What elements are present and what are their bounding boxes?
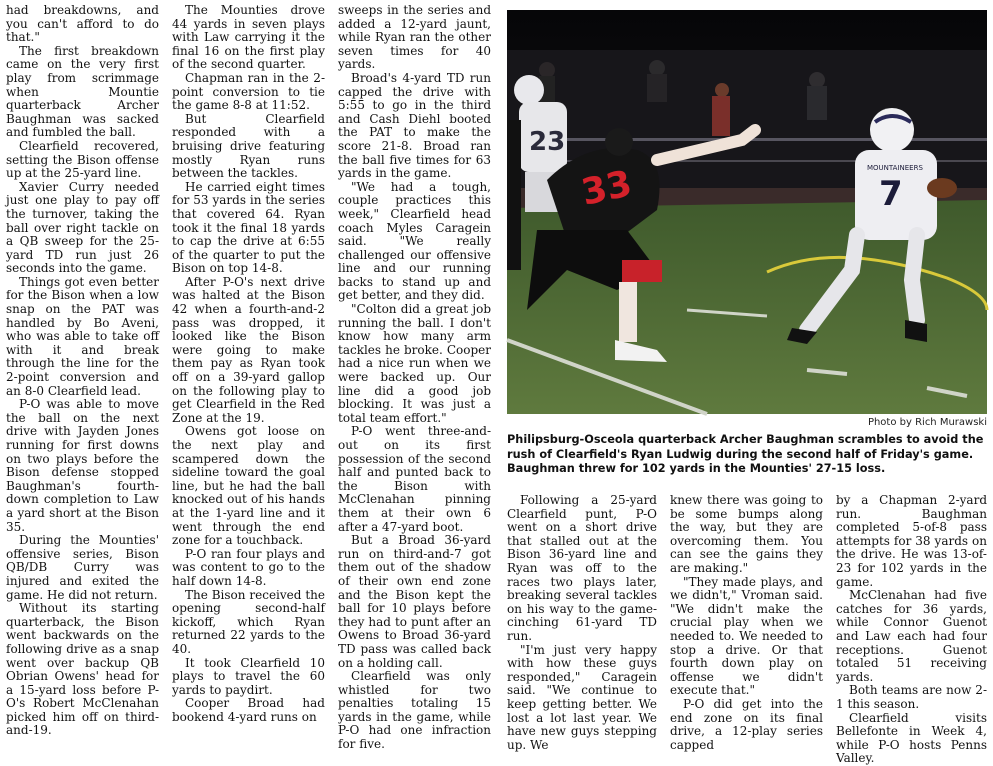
qb-jersey-number: 7: [879, 174, 903, 214]
background-jersey-number: 23: [529, 127, 566, 157]
article-paragraph: Broad's 4-yard TD run capped the drive with 5:55 to go in the third and Cash Diehl booted the PAT to make the score 21-8. Broad ran the ball five times for 63 yards in the game.: [338, 70, 491, 181]
article-paragraph: "Colton did a great job running the ball. I don't know how many arm tackles he broke. Cooper had a nice run when we were backed up. Our line did a good job blocking. It was just a total team effort.": [338, 302, 491, 425]
article-paragraph: Both teams are now 2-1 this season.: [836, 683, 987, 711]
article-paragraph: McClenahan had five catches for 36 yards, while Connor Guenot and Law each had four receptions. Guenot totaled 51 receiving yards.: [836, 588, 987, 684]
article-paragraph: The first breakdown came on the very first play from scrimmage when Mountie quarterback Archer Baughman was sacked and fumbled the ball.: [6, 43, 159, 140]
article-paragraph: sweeps in the series and added a 12-yard jaunt, while Ryan ran the other seven times for 40 yards.: [338, 3, 491, 72]
article-paragraph: Clearfield recovered, setting the Bison offense up at the 25-yard line.: [6, 138, 159, 181]
article-paragraph: had breakdowns, and you can't afford to do that.": [6, 3, 159, 45]
article-paragraph: P-O ran four plays and was content to go to the half down 14-8.: [172, 546, 325, 588]
article-paragraph: But Clearfield responded with a bruising drive featuring mostly Ryan runs between the tackles.: [172, 111, 325, 181]
article-paragraph: Owens got loose on the next play and scampered down the sideline toward the goal line, but he had the ball knocked out of his hands at the 1-yard line and it went through the end zone for a touchback.: [172, 424, 325, 548]
article-paragraph: P-O was able to move the ball on the next drive with Jayden Jones running for first downs on two plays before the Bison defense stopped Baughman's fourth-down completion to Law a yard short at the Bison 35.: [6, 397, 159, 534]
article-paragraph: Without its starting quarterback, the Bison went backwards on the following drive as a snap went over backup QB Obrian Owens' head for a 15-yard loss before P-O's Robert McClenahan picked him off on third-and-19.: [6, 601, 159, 738]
article-paragraph: The Mounties drove 44 yards in seven plays with Law carrying it the final 16 on the first play of the second quarter.: [172, 3, 325, 72]
article-column-4: [507, 493, 657, 752]
photo-credit: Photo by Rich Murawski: [867, 417, 987, 428]
article-column-5: [670, 493, 823, 752]
article-paragraph: "I'm just very happy with how these guys responded," Caragein said. "We continue to keep getting better. We lost a lot last year. We have new guys stepping up. We: [507, 642, 657, 752]
article-paragraph: He carried eight times for 53 yards in the series that covered 64. Ryan took it the final 18 yards to cap the drive at 6:55 of the quarter to put the Bison on top 14-8.: [172, 179, 325, 276]
article-paragraph: P-O went three-and-out on its first possession of the second half and punted back to the Bison with McClenahan pinning them at their own 6 after a 47-yard boot.: [338, 424, 491, 534]
article-paragraph: Chapman ran in the 2-point conversion to tie the game 8-8 at 11:52.: [172, 70, 325, 113]
article-paragraph: During the Mounties' offensive series, Bison QB/DB Curry was injured and exited the game. He did not return.: [6, 533, 159, 602]
article-paragraph: Following a 25-yard Clearfield punt, P-O went on a short drive that stalled out at the Bison 36-yard line and Ryan was off to the races two plays later, breaking several tackles on his way to the game-cinching 61-yard TD run.: [507, 493, 657, 643]
article-paragraph: It took Clearfield 10 plays to travel the 60 yards to paydirt.: [172, 655, 325, 697]
article-paragraph: knew there was going to be some bumps along the way, but they are overcoming them. You can see the gains they are making.": [670, 493, 823, 575]
qb-jersey-text: MOUNTAINEERS: [867, 164, 923, 172]
article-paragraph: "They made plays, and we didn't," Vroman said. "We didn't make the crucial play when we needed to. We needed to stop a drive. Or that fourth down play on offense we didn't execute that.": [670, 574, 823, 698]
article-paragraph: P-O did get into the end zone on its final drive, a 12-play series capped: [670, 696, 823, 752]
article-paragraph: After P-O's next drive was halted at the Bison 42 when a fourth-and-2 pass was dropped, it looked like the Bison were going to make them pay as Ryan took off on a 39-yard gallop on the following play to get Clearfield in the Red Zone at the 19.: [172, 274, 325, 425]
article-paragraph: Cooper Broad had bookend 4-yard runs on: [172, 696, 325, 724]
article-column-1: [6, 3, 159, 738]
defender-jersey-number: 33: [577, 163, 636, 214]
article-column-2: [172, 4, 325, 734]
photo-caption: Philipsburg-Osceola quarterback Archer Baughman scrambles to avoid the rush of Clearfield's Ryan Ludwig during the second half of Friday's game. Baughman threw for 102 yards in the Mounties' 27-15 loss.: [507, 433, 984, 475]
article-paragraph: Xavier Curry needed just one play to pay off the turnover, taking the ball over right tackle on a QB sweep for the 25-yard TD run just 26 seconds into the game.: [6, 179, 159, 276]
article-column-6: [836, 493, 987, 766]
article-paragraph: But a Broad 36-yard run on third-and-7 got them out of the shadow of their own end zone and the Bison kept the ball for 10 plays before they had to punt after an Owens to Broad 36-yard TD pass was called back on a holding call.: [338, 533, 491, 670]
article-paragraph: The Bison received the opening second-half kickoff, which Ryan returned 22 yards to the 40.: [172, 587, 325, 656]
article-column-3: [338, 3, 491, 752]
article-paragraph: Clearfield visits Bellefonte in Week 4, while P-O hosts Penns Valley.: [836, 710, 987, 766]
article-paragraph: Things got even better for the Bison when a low snap on the PAT was handled by Bo Aveni, who was able to take off with it and break through the line for the 2-point conversion and an 8-0 Clearfield lead.: [6, 274, 159, 398]
game-photo: [507, 10, 987, 414]
article-paragraph: "We had a tough, couple practices this week," Clearfield head coach Myles Caragein said. "We really challenged our offensive line and our running backs to stand up and get better, and they did.: [338, 179, 491, 303]
article-paragraph: by a Chapman 2-yard run. Baughman completed 5-of-8 pass attempts for 38 yards on the drive. He was 13-of-23 for 102 yards in the game.: [836, 493, 987, 589]
article-paragraph: Clearfield was only whistled for two penalties totaling 15 yards in the game, while P-O had one infraction for five.: [338, 669, 491, 752]
